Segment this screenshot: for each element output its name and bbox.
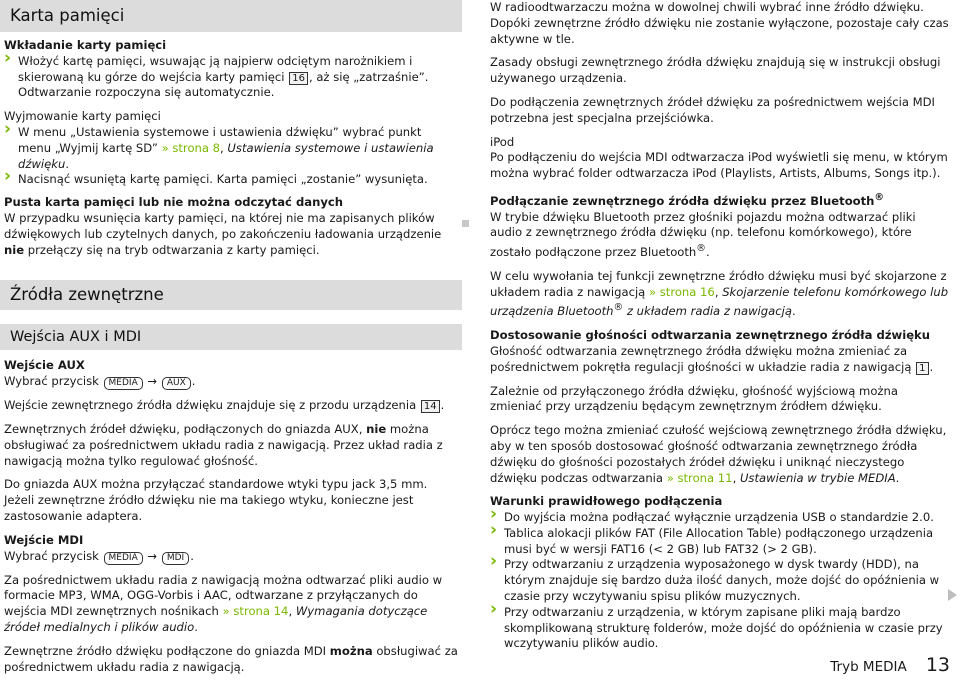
empty-card-section [0,195,462,258]
insert-card-step: › Włożyć kartę pamięci, wsuwając ją najpierw odciętym narożnikiem i skierowaną ku górze do wejścia karty pamięci 16 , aż się „zatrzaśnie”. Odtwarzanie rozpoczyna się automatycznie. [4,54,458,101]
mdi-heading: Wejście MDI [4,532,84,547]
instructions-text: Zasady obsługi zewnętrznego źródła dźwięku znajdują się w instrukcji obsługi używanego urządzenia. [490,55,941,86]
adapter-text: Do podłączenia zewnętrznych źródeł dźwięku za pośrednictwem wejścia MDI potrzebna jest specjalna przejściówka. [490,94,935,125]
aux-control: Zewnętrznych źródeł dźwięku, podłączonych do gniazda AUX, nie można obsługiwać za pośrednictwem układu radia z nawigacją. Przez układ radia z nawigacją można tylko regulować głośność. [4,421,443,468]
aux-jack: Do gniazda AUX można przyłączać standardowe wtyki typu jack 3,5 mm. Jeżeli zewnętrzne źródło dźwięku nie ma takiego wtyku, konieczne jest zastosowanie adaptera. [4,477,428,523]
remove-card-heading: Wyjmowanie karty pamięci [4,109,161,124]
aux-key: AUX [162,377,191,390]
insert-card-heading: Wkładanie karty pamięci [4,38,167,52]
condition-item: › Przy odtwarzaniu z urządzenia, w którym zapisane pliki mają bardzo skomplikowaną strukturę folderów, może dojść do opóźnienia w czasie przy wczytywaniu plików audio. [490,605,950,652]
bluetooth-pairing-text: W celu wywołania tej funkcji zewnętrzne źródło dźwięku musi być skojarzone z układem radia z nawigacją » strona 16, Skojarzenie telefonu komórkowego lub urządzenia Bluetooth® z układem radia z nawigacją. [490,268,949,319]
mdi-key: MDI [162,552,189,565]
bluetooth-text: W trybie dźwięku Bluetooth przez głośniki pojazdu można odtwarzać pliki audio z zewnętrznego źródła dźwięku (np. telefonu komórkowego), które zostało podłączone przez Bluetooth®. [490,209,916,260]
volume-text: Głośność odtwarzania zewnętrznego źródła dźwięku można zmieniać za pośrednictwem pokrętła regulacji głośności w układzie radia z nawigacją 1 . [490,343,934,374]
figure-reference: 16 [289,72,308,85]
aux-select: Wybrać przycisk MEDIA → AUX . [4,374,196,389]
section-end-icon [462,220,469,227]
page-link[interactable]: » strona 14 [222,604,289,619]
section-title-memory-card: Karta pamięci [0,0,462,32]
page-number: 13 [925,654,950,676]
insert-card-section [0,38,462,101]
left-column [0,0,462,683]
aux-heading: Wejście AUX [4,358,85,373]
footer-title: Tryb MEDIA [830,659,907,675]
source-switch-text: W radioodtwarzaczu można w dowolnej chwili wybrać inne źródło dźwięku. Dopóki zewnętrzne źródło dźwięku nie zostanie wyłączone, pozostaje cały czas aktywne w tle. [490,0,949,46]
section-title-aux-mdi: Wejścia AUX i MDI [0,324,462,350]
mdi-select: Wybrać przycisk MEDIA → MDI . [4,548,194,563]
right-column [490,0,950,652]
volume-device-text: Zależnie od przyłączonego źródła dźwięku, głośność wyjściową można zmieniać przy urządzeniu będącym zewnętrznym źródłem dźwięku. [490,383,898,414]
empty-card-heading: Pusta karta pamięci lub nie można odczytać danych [4,195,344,210]
remove-card-section [0,109,462,188]
conditions-heading: Warunki prawidłowego podłączenia [490,494,723,509]
bluetooth-heading: Podłączanie zewnętrznego źródła dźwięku przez Bluetooth® [490,191,885,208]
condition-item: › Do wyjścia można podłączać wyłącznie urządzenia USB o standardzie 2.0. [490,510,950,526]
condition-item: › Tablica alokacji plików FAT (File Allocation Table) podłączonego urządzenia musi być w wersji FAT16 (< 2 GB) lub FAT32 (> 2 GB). [490,526,950,558]
section-title-external-sources: Źródła zewnętrzne [0,280,462,310]
media-key: MEDIA [104,552,143,565]
empty-card-text: W przypadku wsunięcia karty pamięci, na której nie ma zapisanych plików dźwiękowych lub czytelnych danych, po zakończeniu ładowania urządzenie nie przełączy się na tryb odtwarzania z karty pamięci. [4,210,442,257]
mdi-control: Zewnętrzne źródło dźwięku podłączone do gniazda MDI można obsługiwać za pośrednictwem układu radia z nawigacją. [4,643,458,674]
remove-card-step-1: › W menu „Ustawienia systemowe i ustawienia dźwięku” wybrać punkt menu „Wyjmij kartę SD” » strona 8, Ustawienia systemowe i ustawienia dźwięku. [4,125,458,172]
volume-sensitivity-text: Oprócz tego można zmieniać czułość wejściową zewnętrznego źródła dźwięku, aby w ten sposób dostosować głośność odtwarzania zewnętrznego źródła dźwięku do głośności pozostałych źródeł dźwięku i uniknąć nieczystego dźwięku podczas odtwarzania » strona 11, Ustawienia w trybie MEDIA. [490,423,947,485]
figure-reference: 14 [421,400,440,413]
remove-card-step-2: › Nacisnąć wsuniętą kartę pamięci. Karta pamięci „zostanie” wysunięta. [4,172,458,188]
ipod-heading: iPod [490,134,515,149]
aux-section [0,358,462,524]
page-link[interactable]: » strona 16 [648,284,715,299]
aux-location: Wejście zewnętrznego źródła dźwięku znajduje się z przodu urządzenia 14 . [4,398,445,413]
page-link[interactable]: » strona 11 [666,470,733,485]
page-footer [830,654,950,676]
volume-heading: Dostosowanie głośności odtwarzania zewnętrznego źródła dźwięku [490,328,931,343]
page-link[interactable]: » strona 8 [161,140,221,155]
media-key: MEDIA [104,377,143,390]
continue-arrow-icon [948,589,957,601]
mdi-section [0,533,462,676]
condition-item: › Przy odtwarzaniu z urządzenia wyposażonego w dysk twardy (HDD), na którym znajduje się bardzo duża ilość danych, może dojść do opóźnienia w czasie przy wczytywaniu spisu plików muzycznych. [490,557,950,604]
figure-reference: 1 [916,362,928,375]
ipod-text: Po podłączeniu do wejścia MDI odtwarzacza iPod wyświetli się menu, w którym można wybrać folder odtwarzacza iPod (Playlists, Artists, Albums, Songs itp.). [490,150,948,181]
mdi-formats: Za pośrednictwem układu radia z nawigacją można odtwarzać pliki audio w formacie MP3, WMA, OGG-Vorbis i AAC, odtwarzane z przyłączanych do wejścia MDI zewnętrznych nośnikach » strona 14, Wymagania dotyczące źródeł medialnych i plików audio. [4,572,443,634]
